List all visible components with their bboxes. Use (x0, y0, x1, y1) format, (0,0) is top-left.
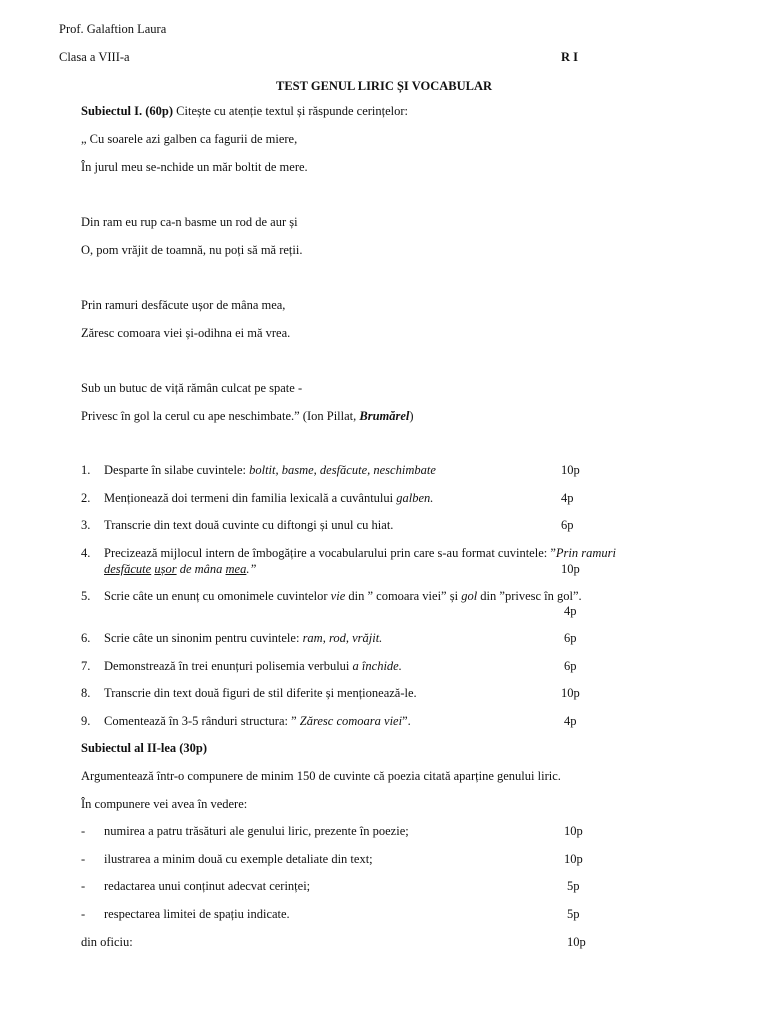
office-points: 10p (567, 935, 586, 949)
criteria-dash: - (81, 907, 86, 921)
subject1-heading (81, 104, 408, 119)
poem-line: Prin ramuri desfăcute ușor de mâna mea, (81, 298, 286, 312)
question-number: 9. (81, 714, 91, 728)
question-points: 10p (561, 686, 580, 700)
subject1-instruction: Citește cu atenție textul și răspunde cerințelor: (176, 104, 409, 118)
question-number: 8. (81, 686, 91, 700)
question-text-part: Menționează doi termeni din familia lexicală a cuvântului (104, 491, 397, 505)
question-text-part: de mâna (176, 562, 226, 576)
question-text (104, 714, 411, 729)
subject2-task: Argumentează într-o compunere de minim 150 de cuvinte că poezia citată aparține genului liric. (81, 769, 561, 783)
question-number: 5. (81, 589, 91, 603)
question-text-part: ”. (402, 714, 411, 728)
question-text-part: Precizează mijlocul intern de îmbogățire a vocabularului prin care s-au format cuvintele: ” (104, 546, 556, 560)
question-number: 3. (81, 518, 91, 532)
question-italic-part: ram, rod, vrăjit. (302, 631, 383, 645)
poem-line: Sub un butuc de viță rămân culcat pe spate - (81, 381, 303, 395)
underlined-word: desfăcute (104, 562, 152, 576)
question-points: 6p (564, 631, 577, 645)
criteria-points: 10p (564, 852, 583, 866)
poem-line-source (81, 409, 414, 424)
criteria-points: 5p (567, 879, 580, 893)
question-points: 10p (561, 562, 580, 576)
criteria-text: redactarea unui conținut adecvat cerinței; (104, 879, 311, 893)
question-text-part: Scrie câte un sinonim pentru cuvintele: (104, 631, 303, 645)
subject2-heading: Subiectul al II-lea (30p) (81, 741, 208, 755)
question-text-part: din ”privesc în gol”. (477, 589, 582, 603)
office-label: din oficiu: (81, 935, 133, 949)
criteria-points: 10p (564, 824, 583, 838)
teacher-name: Prof. Galaftion Laura (59, 22, 167, 36)
question-number: 6. (81, 631, 91, 645)
question-text (104, 631, 382, 646)
criteria-dash: - (81, 879, 86, 893)
question-points: 4p (564, 714, 577, 728)
variant-label: R I (561, 50, 579, 64)
question-points: 4p (561, 491, 574, 505)
poem-line: Din ram eu rup ca-n basme un rod de aur și (81, 215, 298, 229)
subject2-intro: În compunere vei avea în vedere: (81, 797, 248, 811)
question-text (104, 546, 616, 561)
question-text-part: Demonstrează în trei enunțuri polisemia verbului (104, 659, 353, 673)
question-text: Transcrie din text două figuri de stil diferite și menționează-le. (104, 686, 417, 700)
question-text-continued (104, 562, 256, 577)
question-text (104, 589, 582, 604)
question-points: 10p (561, 463, 580, 477)
poem-source-title: Brumărel (359, 409, 410, 423)
question-number: 1. (81, 463, 91, 477)
underlined-word: mea (225, 562, 247, 576)
question-number: 2. (81, 491, 91, 505)
question-text-part: .” (246, 562, 257, 576)
question-text-part: Comentează în 3-5 rânduri structura: ” (104, 714, 300, 728)
poem-line: Zăresc comoara viei și-odihna ei mă vrea. (81, 326, 291, 340)
question-text: Transcrie din text două cuvinte cu diftongi și unul cu hiat. (104, 518, 394, 532)
question-italic-part: boltit, basme, desfăcute, neschimbate (249, 463, 436, 477)
question-text-part: Desparte în silabe cuvintele: (104, 463, 250, 477)
poem-source-close: ) (409, 409, 414, 423)
page-title: TEST GENUL LIRIC ȘI VOCABULAR (275, 79, 493, 93)
criteria-dash: - (81, 852, 86, 866)
question-italic-part: galben. (396, 491, 434, 505)
question-text-part: din ” comoara viei” și (345, 589, 462, 603)
question-number: 4. (81, 546, 91, 560)
question-text (104, 491, 433, 506)
question-italic-part: vie (330, 589, 346, 603)
criteria-text: ilustrarea a minim două cu exemple detaliate din text; (104, 852, 373, 866)
question-italic-part: Prin ramuri (555, 546, 616, 560)
question-italic-part: a închide. (352, 659, 402, 673)
question-text (104, 463, 436, 478)
subject1-label: Subiectul I. (60p) (81, 104, 174, 118)
question-italic-part: Zăresc comoara viei (299, 714, 403, 728)
question-points: 4p (564, 604, 577, 618)
underlined-word: ușor (154, 562, 177, 576)
poem-line: Privesc în gol la cerul cu ape neschimbate.” (Ion Pillat, (81, 409, 360, 423)
question-points: 6p (564, 659, 577, 673)
criteria-points: 5p (567, 907, 580, 921)
question-number: 7. (81, 659, 91, 673)
poem-line: „ Cu soarele azi galben ca fagurii de miere, (81, 132, 298, 146)
poem-line: O, pom vrăjit de toamnă, nu poți să mă reții. (81, 243, 303, 257)
criteria-text: numirea a patru trăsături ale genului liric, prezente în poezie; (104, 824, 409, 838)
question-text-part: Scrie câte un enunț cu omonimele cuvintelor (104, 589, 331, 603)
class-label: Clasa a VIII-a (59, 50, 130, 64)
criteria-text: respectarea limitei de spațiu indicate. (104, 907, 290, 921)
criteria-dash: - (81, 824, 86, 838)
question-points: 6p (561, 518, 574, 532)
question-text (104, 659, 402, 674)
poem-line: În jurul meu se-nchide un măr boltit de mere. (81, 160, 308, 174)
question-italic-part: gol (461, 589, 478, 603)
